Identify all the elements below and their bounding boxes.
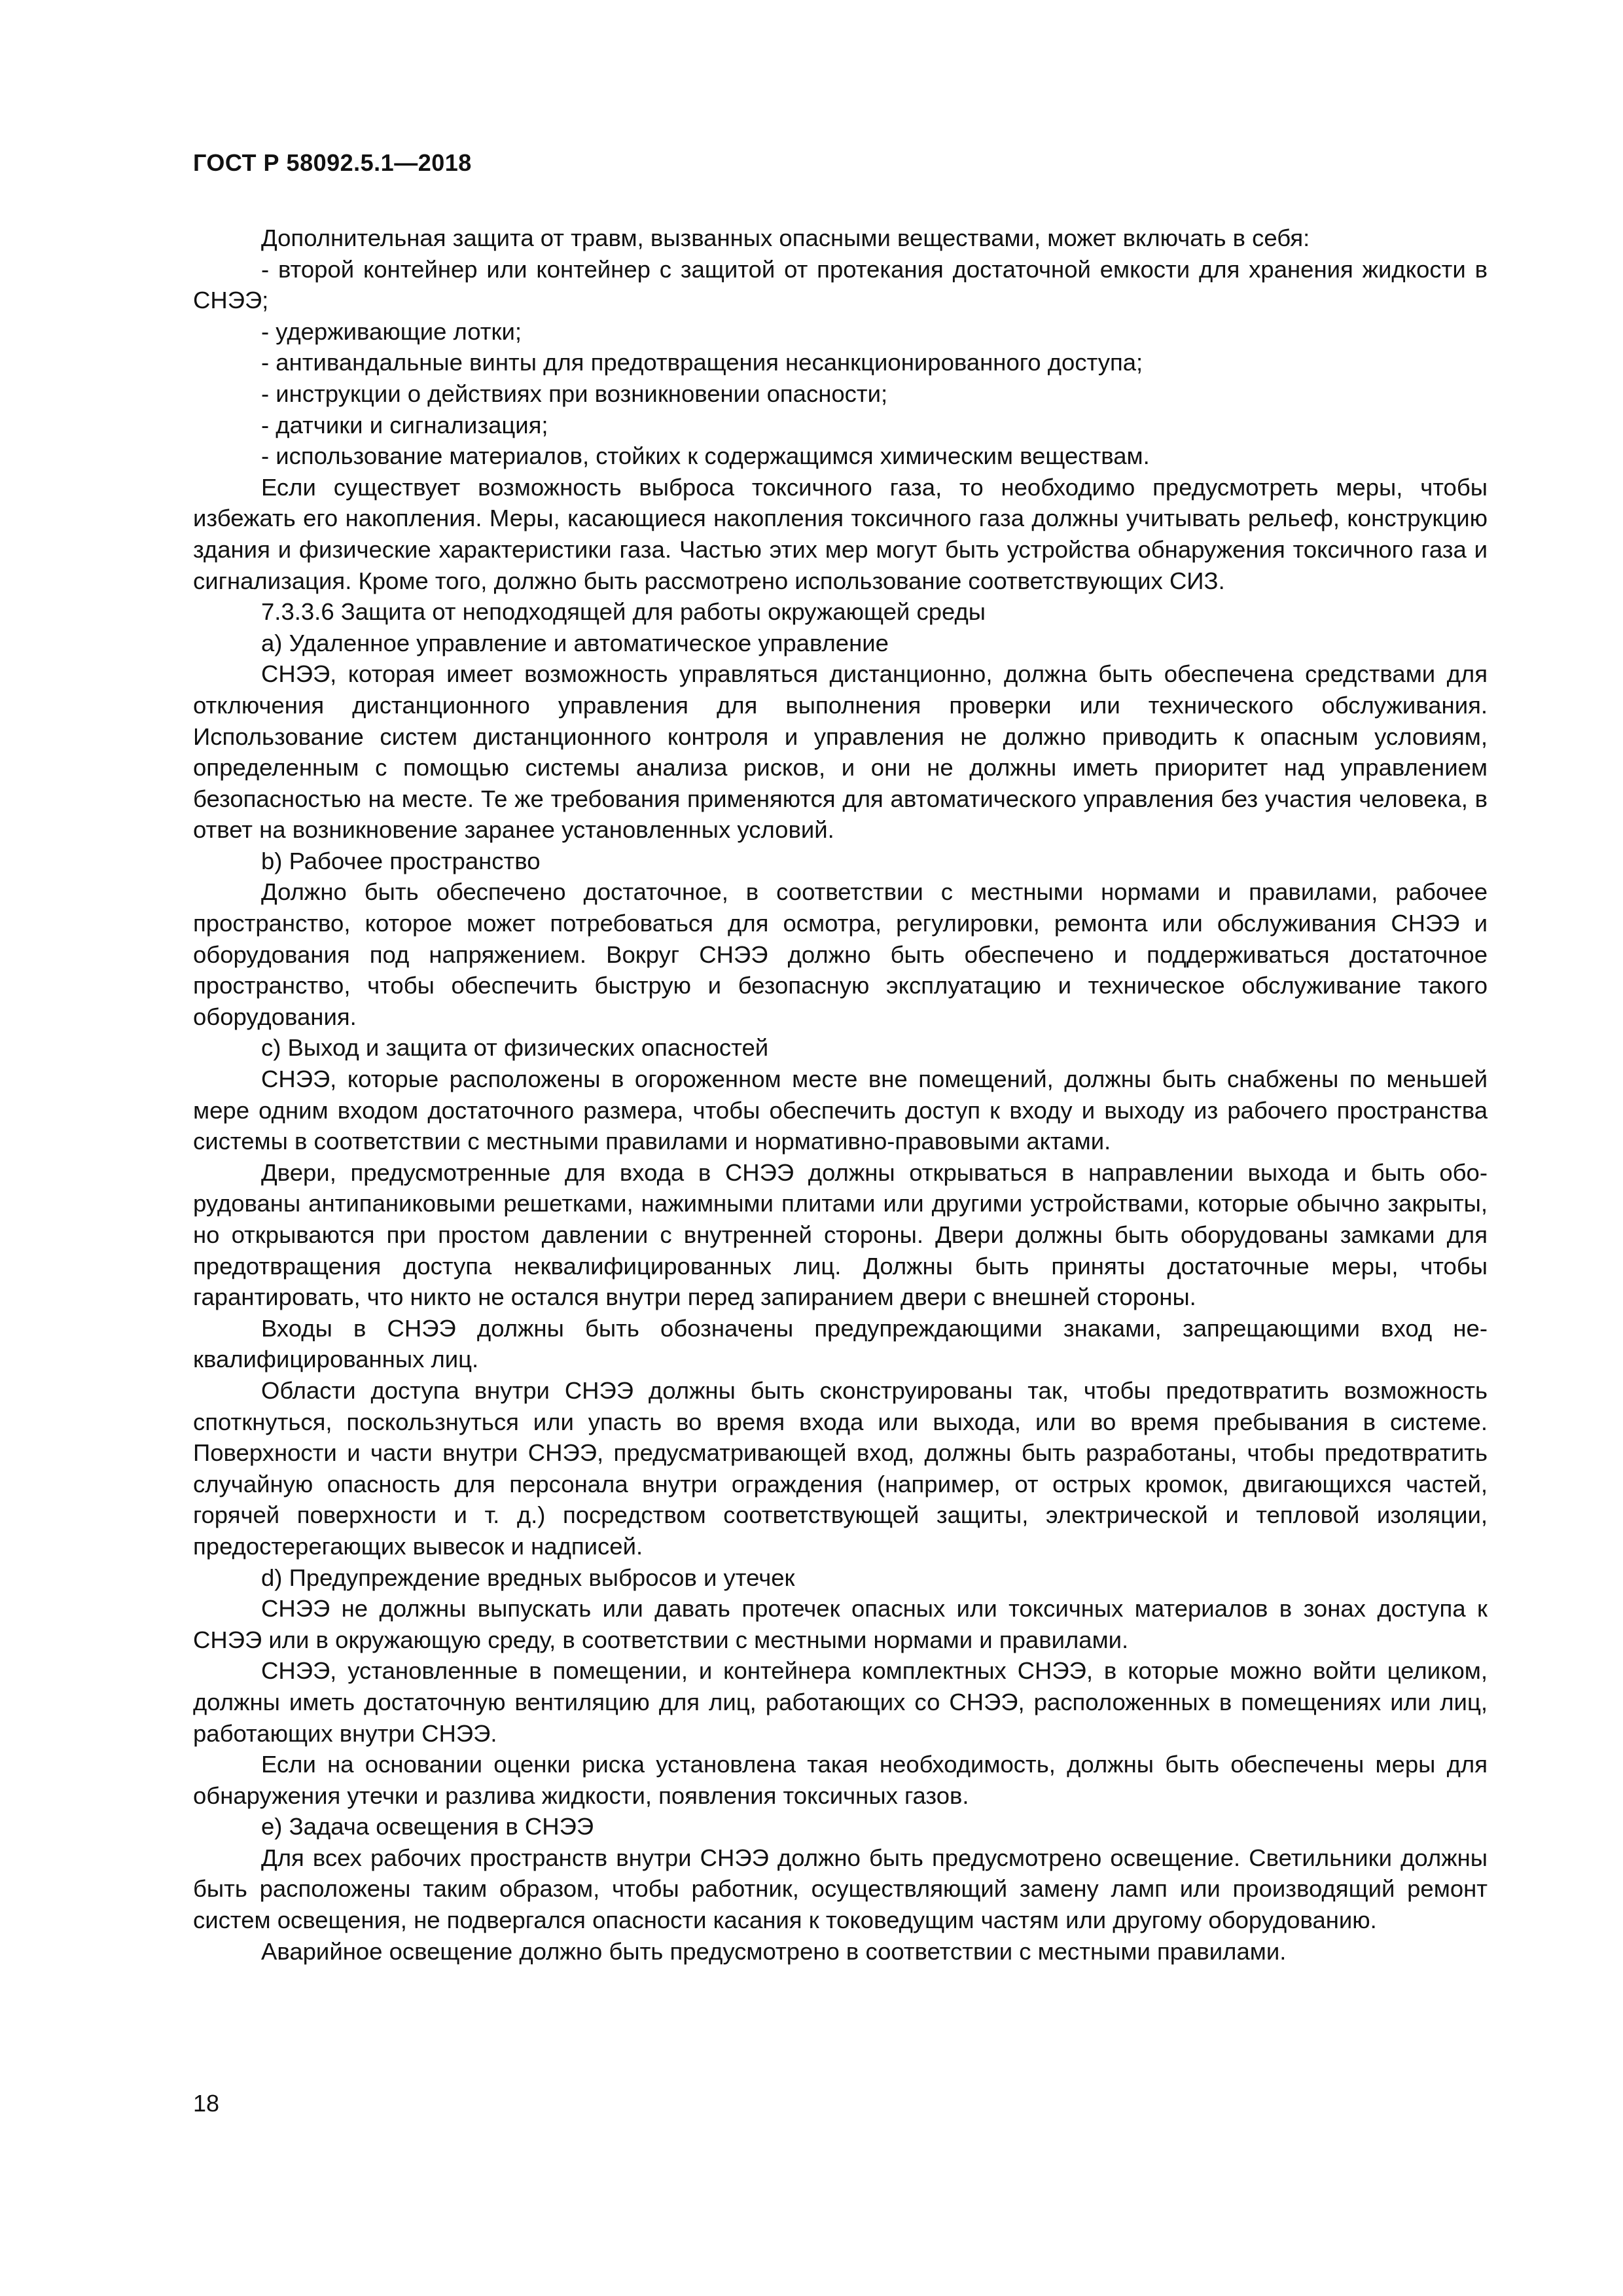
list-item: - второй контейнер или контейнер с защитой от протекания достаточной емкости для хранения жидкости в СНЭЭ;	[193, 255, 1488, 314]
list-item: - антивандальные винты для предотвращения несанкционированного доступа;	[261, 349, 1143, 376]
document-header: ГОСТ Р 58092.5.1—2018	[193, 149, 472, 176]
paragraph: Дополнительная защита от травм, вызванных опасными веществами, может включать в себя:	[261, 224, 1310, 251]
document-body	[193, 223, 1488, 1967]
paragraph: Если существует возможность выброса токсичного газа, то необходимо предусмотреть меры, чтобы избежать его накопления. Меры, касающиеся накопления токсичного газа должны учитывать рельеф, конструкцию здания и физические характеристики газа. Частью этих мер могут быть устройства обнаружения токсичного газа и сигнализация. Кроме того, должно быть рассмотрено использование соответствующих СИЗ.	[193, 473, 1488, 594]
subsection-heading: d) Предупреждение вредных выбросов и утечек	[261, 1564, 795, 1591]
list-item: - инструкции о действиях при возникновении опасности;	[261, 380, 888, 407]
list-item: - использование материалов, стойких к содержащимся химическим веществам.	[261, 442, 1150, 470]
paragraph: Если на основании оценки риска установлена такая необходимость, должны быть обеспечены меры для обнаружения утечки и разлива жидкости, появления токсичных газов.	[193, 1751, 1488, 1809]
paragraph: Входы в СНЭЭ должны быть обозначены предупреждающими знаками, запрещающими вход неквалифицированных лиц.	[193, 1314, 1488, 1373]
paragraph: СНЭЭ, которая имеет возможность управляться дистанционно, должна быть обеспечена средствами для отключения дистанционного управления для выполнения проверки или технического обслуживания. Использование систем дистанционного контроля и управления не должно приводить к опасным условиям, определенным с помощью системы анализа рисков, и они не должны иметь приоритет над управлением безопасностью на месте. Те же требования применяются для автоматического управления без участия человека, в ответ на возникновение заранее установленных условий.	[193, 660, 1488, 844]
paragraph: Аварийное освещение должно быть предусмотрено в соответствии с местными правилами.	[261, 1937, 1287, 1965]
paragraph: Для всех рабочих пространств внутри СНЭЭ должно быть предусмотрено освещение. Светильники должны быть расположены таким образом, чтобы работник, осуществляющий замену ламп или производящий ремонт систем освещения, не подвергался опасности касания к токоведущим частям или другому оборудованию.	[193, 1844, 1488, 1934]
subsection-heading: е) Задача освещения в СНЭЭ	[261, 1813, 594, 1840]
page-number: 18	[193, 2090, 220, 2117]
list-item: - удерживающие лотки;	[261, 317, 522, 345]
subsection-heading: b) Рабочее пространство	[261, 847, 541, 874]
paragraph: Области доступа внутри СНЭЭ должны быть сконструированы так, чтобы предотвратить возможность споткнуться, поскользнуться или упасть во время входа или выхода, или во время пребывания в системе. Поверхности и части внутри СНЭЭ, предусматривающей вход, должны быть разработаны, чтобы предотвратить случайную опасность для персонала внутри ограждения (например, от острых кромок, двигающихся частей, горячей поверхности и т. д.) посредством соответствующей защиты, электрической и тепловой изоляции, предостерегающих вывесок и надписей.	[193, 1376, 1488, 1560]
paragraph: СНЭЭ, установленные в помещении, и контейнера комплектных СНЭЭ, в которые можно войти целиком, должны иметь достаточную вентиляцию для лиц, работающих со СНЭЭ, расположенных в помещениях или лиц, работающих внутри СНЭЭ.	[193, 1657, 1488, 1747]
paragraph: Двери, предусмотренные для входа в СНЭЭ должны открываться в направлении выхода и быть оборудованы антипаниковыми решетками, нажимными плитами или другими устройствами, которые обычно закрыты, но открываются при простом давлении с внутренней стороны. Двери должны быть оборудованы замками для предотвращения доступа неквалифицированных лиц. Должны быть приняты достаточные меры, чтобы гарантировать, что никто не остался внутри перед запиранием двери с внешней стороны.	[193, 1158, 1488, 1311]
paragraph: СНЭЭ, которые расположены в огороженном месте вне помещений, должны быть снабжены по меньшей мере одним входом достаточного размера, чтобы обеспечить доступ к входу и выходу из рабочего пространства системы в соответствии с местными правилами и нормативно-правовыми актами.	[193, 1066, 1488, 1155]
list-item: - датчики и сигнализация;	[261, 411, 548, 439]
subsection-heading: с) Выход и защита от физических опасностей	[261, 1034, 769, 1062]
section-heading: 7.3.3.6 Защита от неподходящей для работы окружающей среды	[261, 598, 986, 626]
paragraph: Должно быть обеспечено достаточное, в соответствии с местными нормами и правилами, рабочее пространство, которое может потребоваться для осмотра, регулировки, ремонта или обслуживания СНЭЭ и оборудования под напряжением. Вокруг СНЭЭ должно быть обеспечено и поддерживаться достаточное пространство, чтобы обеспечить быструю и безопасную эксплуатацию и техническое обслуживание такого оборудования.	[193, 878, 1488, 1030]
subsection-heading: а) Удаленное управление и автоматическое управление	[261, 629, 889, 656]
paragraph: СНЭЭ не должны выпускать или давать протечек опасных или токсичных материалов в зонах доступа к СНЭЭ или в окружающую среду, в соответствии с местными нормами и правилами.	[193, 1595, 1488, 1653]
